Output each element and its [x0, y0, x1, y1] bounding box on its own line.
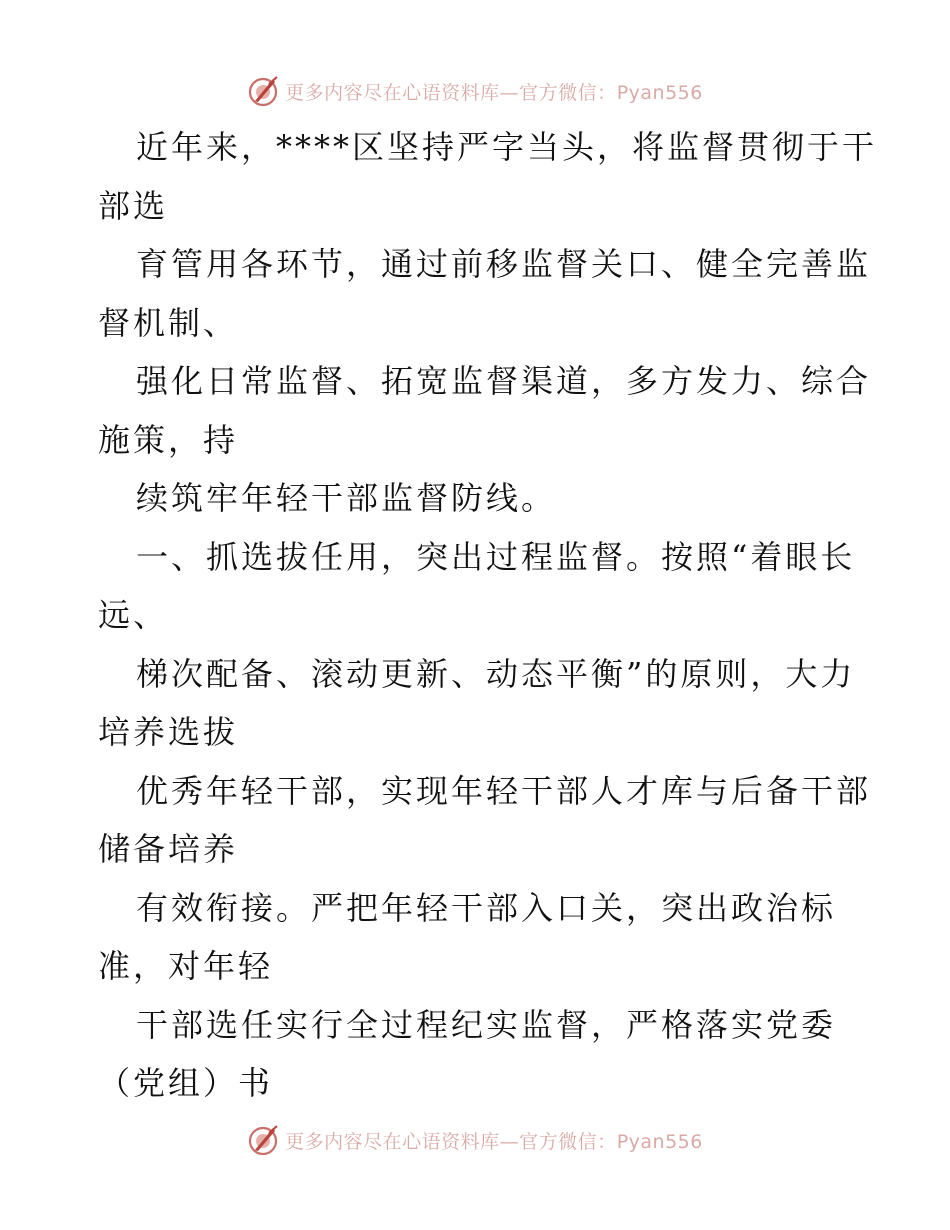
- wechat-id: Pyan556: [616, 81, 703, 104]
- text-line: 育管用各环节，通过前移监督关口、健全完善监: [136, 245, 872, 283]
- text-line: 部选: [98, 186, 169, 225]
- text-line: 远、: [98, 596, 169, 634]
- header-watermark: [0, 71, 950, 111]
- text-line: 优秀年轻干部，实现年轻干部人才库与后备干部: [136, 771, 872, 810]
- text-line: 督机制、: [98, 303, 239, 342]
- text-line: 有效衔接。严把年轻干部入口关，突出政治标: [136, 888, 837, 927]
- text-line: 梯次配备、滚动更新、动态平衡”的原则，大力: [136, 654, 856, 693]
- text-line: 续筑牢年轻干部监督防线。: [136, 479, 557, 517]
- quill-logo-icon: [247, 75, 279, 107]
- text-line: 干部选任实行全过程纪实监督，严格落实党委: [136, 1005, 837, 1044]
- document-body: [98, 118, 878, 1113]
- footer-watermark: [0, 1120, 950, 1160]
- wechat-id: Pyan556: [616, 1130, 703, 1153]
- text-line: 一、抓选拔任用，突出过程监督。按照“着眼长: [136, 537, 856, 576]
- text-line: 储备培养: [98, 830, 239, 868]
- text-line: 培养选拔: [98, 713, 239, 751]
- text-line: （党组）书: [98, 1064, 274, 1102]
- quill-logo-icon: [247, 1124, 279, 1156]
- text-line: 准，对年轻: [98, 947, 274, 985]
- text-line: 施策，持: [98, 420, 239, 459]
- watermark-text: 更多内容尽在心语资料库—官方微信：Pyan556: [285, 1130, 703, 1153]
- watermark-text: 更多内容尽在心语资料库—官方微信：Pyan556: [285, 81, 703, 104]
- text-line: 近年来，****区坚持严字当头，将监督贯彻于干: [136, 128, 878, 166]
- text-line: 强化日常监督、拓宽监督渠道，多方发力、综合: [136, 362, 872, 400]
